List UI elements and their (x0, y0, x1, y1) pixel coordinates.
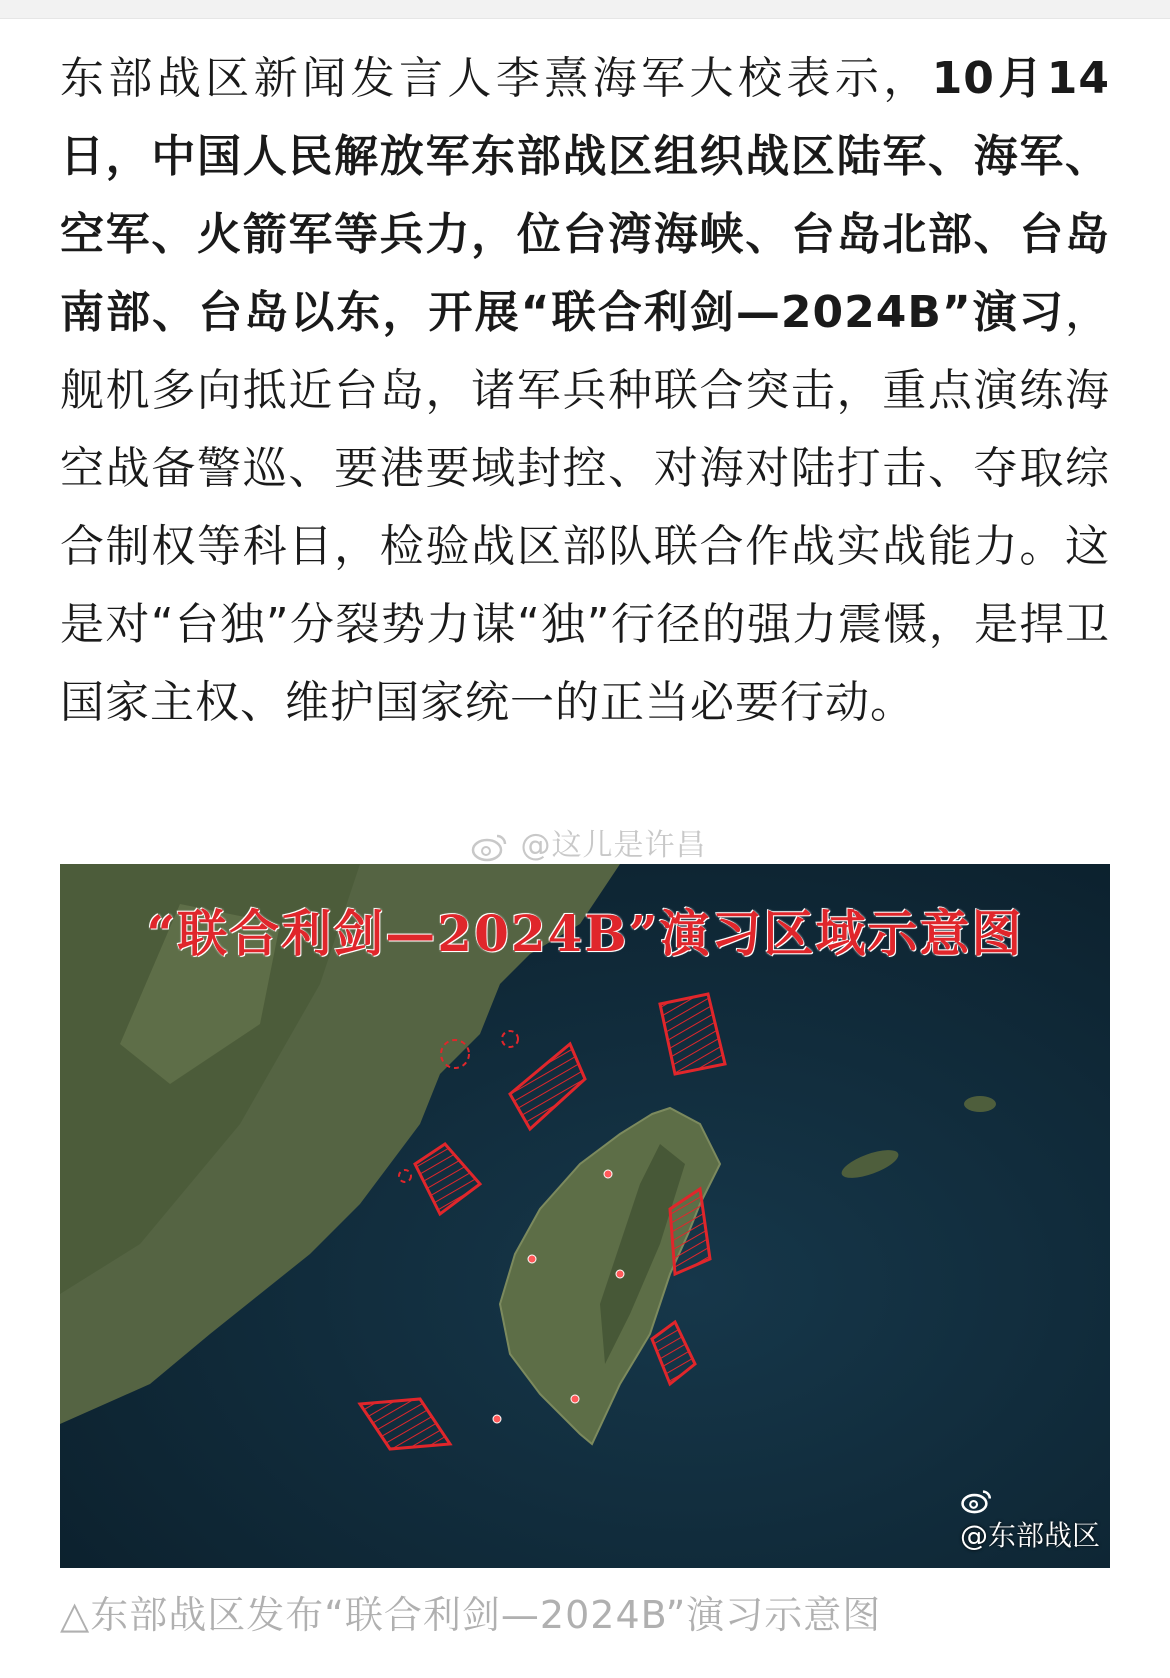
exercise-map-image (60, 864, 1110, 1568)
top-divider (0, 0, 1170, 19)
map-illustration (60, 864, 1110, 1568)
weibo-icon (960, 1488, 994, 1514)
text-rest: ，舰机多向抵近台岛，诸军兵种联合突击，重点演练海空战备警巡、要港要域封控、对海对陆打击、夺取综合制权等科目，检验战区部队联合作战实战能力。这是对“台独”分裂势力谋“独”行径的强力震慑，是捍卫国家主权、维护国家统一的正当必要行动。 (60, 287, 1110, 728)
weibo-watermark (470, 820, 707, 864)
watermark-text: @这儿是许昌 (520, 828, 707, 863)
article-body (60, 40, 1110, 742)
weibo-icon (470, 832, 510, 862)
text-intro: 东部战区新闻发言人李熹海军大校表示， (60, 53, 932, 104)
text-bold: 10月14日，中国人民解放军东部战区组织战区陆军、海军、空军、火箭军等兵力，位台湾海峡、台岛北部、台岛南部、台岛以东，开展“联合利剑—2024B”演习 (60, 53, 1111, 338)
image-caption: △东部战区发布“联合利剑—2024B”演习示意图 (60, 1593, 882, 1637)
map-watermark-text: @东部战区 (959, 1519, 1100, 1552)
map-watermark (960, 1488, 1100, 1554)
article-paragraph (60, 40, 1110, 742)
map-title: “联合利剑—2024B”演习区域示意图 (146, 904, 1024, 963)
